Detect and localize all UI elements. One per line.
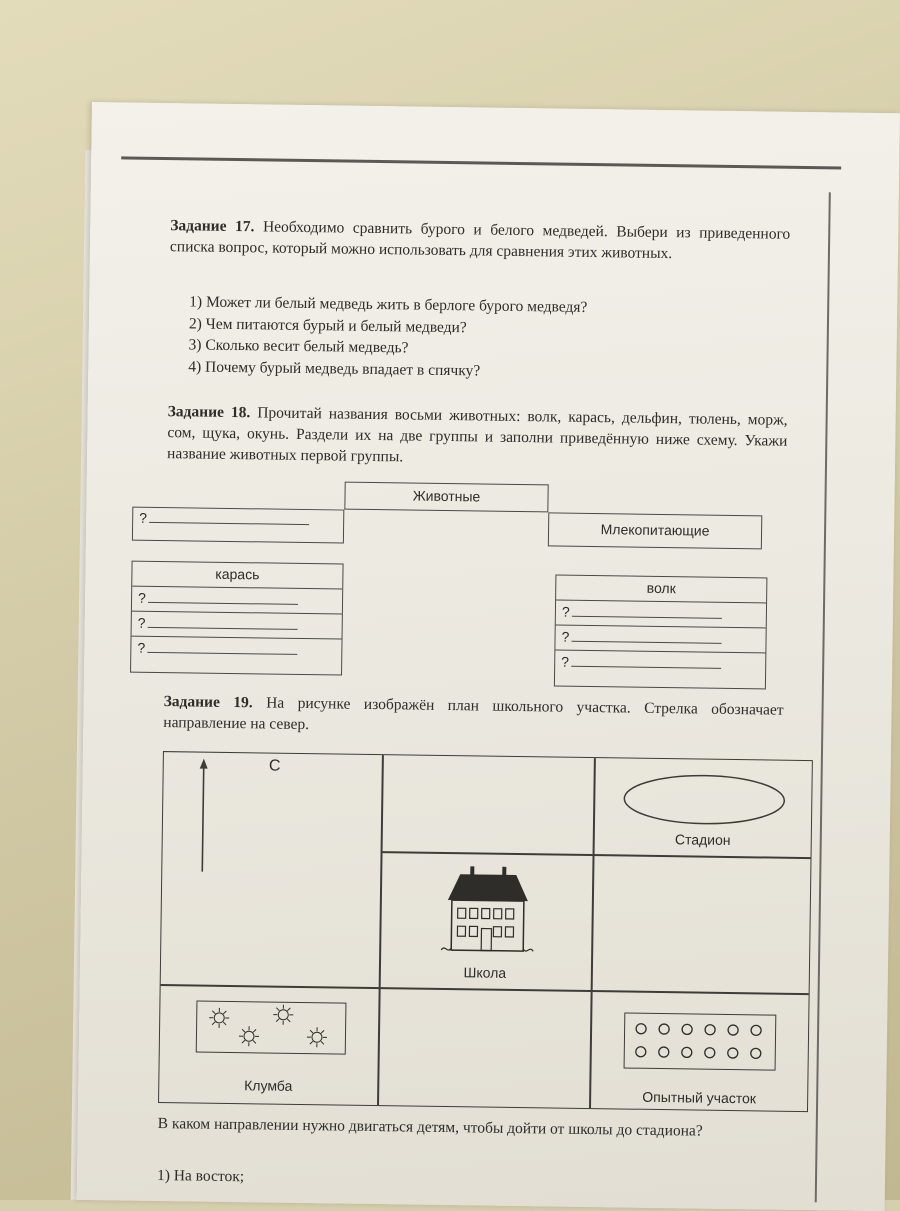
schema-left-group-box xyxy=(132,507,344,544)
task-19-answer-1: 1) На восток; xyxy=(156,1167,245,1186)
schema-right-list xyxy=(554,575,768,690)
plan-hline-bottom xyxy=(161,984,809,995)
school-label: Школа xyxy=(463,964,507,981)
schema-left-list xyxy=(130,561,344,676)
task-19-body: На рисунке изображён план школьного участка. Стрелка обозначает направление на север. xyxy=(163,694,784,734)
task-18-title: Задание 18. xyxy=(167,403,251,422)
schema-right-blank-3: ? xyxy=(555,650,765,678)
task-17-option-3: 3) Сколько весит белый медведь? xyxy=(188,336,409,357)
schema-left-blank-1: ? xyxy=(132,586,342,614)
task-17-text xyxy=(170,215,791,266)
task-17-option-4: 4) Почему бурый медведь впадает в спячку? xyxy=(188,357,481,379)
header-rule xyxy=(121,156,841,169)
task-17-title: Задание 17. xyxy=(170,217,255,236)
task-19-title: Задание 19. xyxy=(163,693,253,712)
stadium-ellipse-icon xyxy=(619,770,790,828)
task-17-options xyxy=(188,291,749,385)
paper-sheet xyxy=(77,102,900,1211)
schema-left-group-label: ? xyxy=(139,509,148,526)
schema-right-group-label: Млекопитающие xyxy=(600,521,710,539)
worksheet-page xyxy=(127,123,832,1203)
flower-icons xyxy=(197,1002,346,1054)
flowerbed-label: Клумба xyxy=(244,1077,293,1094)
school-building-icon xyxy=(439,864,536,961)
north-arrow-icon xyxy=(192,756,214,876)
task-19-question: В каком направлении нужно двигаться детям, чтобы дойти от школы до стадиона? xyxy=(157,1115,703,1140)
flowerbed-frame xyxy=(196,1001,347,1055)
task-18-text xyxy=(167,401,788,473)
schema-left-blank-2: ? xyxy=(132,611,342,639)
task-19-text xyxy=(163,691,784,742)
school-plan xyxy=(158,751,813,1112)
task-17-option-1: 1) Может ли белый медведь жить в берлоге бурого медведя? xyxy=(189,293,588,316)
plan-hline-mid xyxy=(381,851,811,859)
schema-root-box xyxy=(344,482,548,513)
schema-root-label: Животные xyxy=(412,487,481,505)
task-17-body: Необходимо сравнить бурого и белого медведей. Выбери из приведенного списка вопрос, который можно использовать для сравнения этих животных. xyxy=(169,218,791,263)
north-label: С xyxy=(268,757,281,775)
task-18-body: Прочитай названия восьми животных: волк, карась, дельфин, тюлень, морж, сом, щука, окунь. Раздели их на две группы и заполни приведённую ниже схему. Укажи название животных первой группы. xyxy=(166,404,788,466)
schema-right-blank-1: ? xyxy=(556,600,766,628)
right-margin-rule xyxy=(815,192,831,1202)
schema-right-blank-2: ? xyxy=(555,625,765,653)
schema-right-list-head: волк xyxy=(646,579,676,597)
stadium-label: Стадион xyxy=(674,831,731,848)
schema-left-blank-3: ? xyxy=(131,636,341,664)
task-17-option-2: 2) Чем питаются бурый и белый медведи? xyxy=(188,314,467,336)
schema-left-list-head: карась xyxy=(215,565,260,583)
plot-beds-icon xyxy=(625,1014,776,1070)
plan-vline-2 xyxy=(589,758,595,1108)
schema-right-group-box xyxy=(548,512,762,549)
plan-vline-1 xyxy=(377,755,383,1105)
plot-frame xyxy=(624,1013,777,1071)
plot-label: Опытный участок xyxy=(642,1088,757,1107)
